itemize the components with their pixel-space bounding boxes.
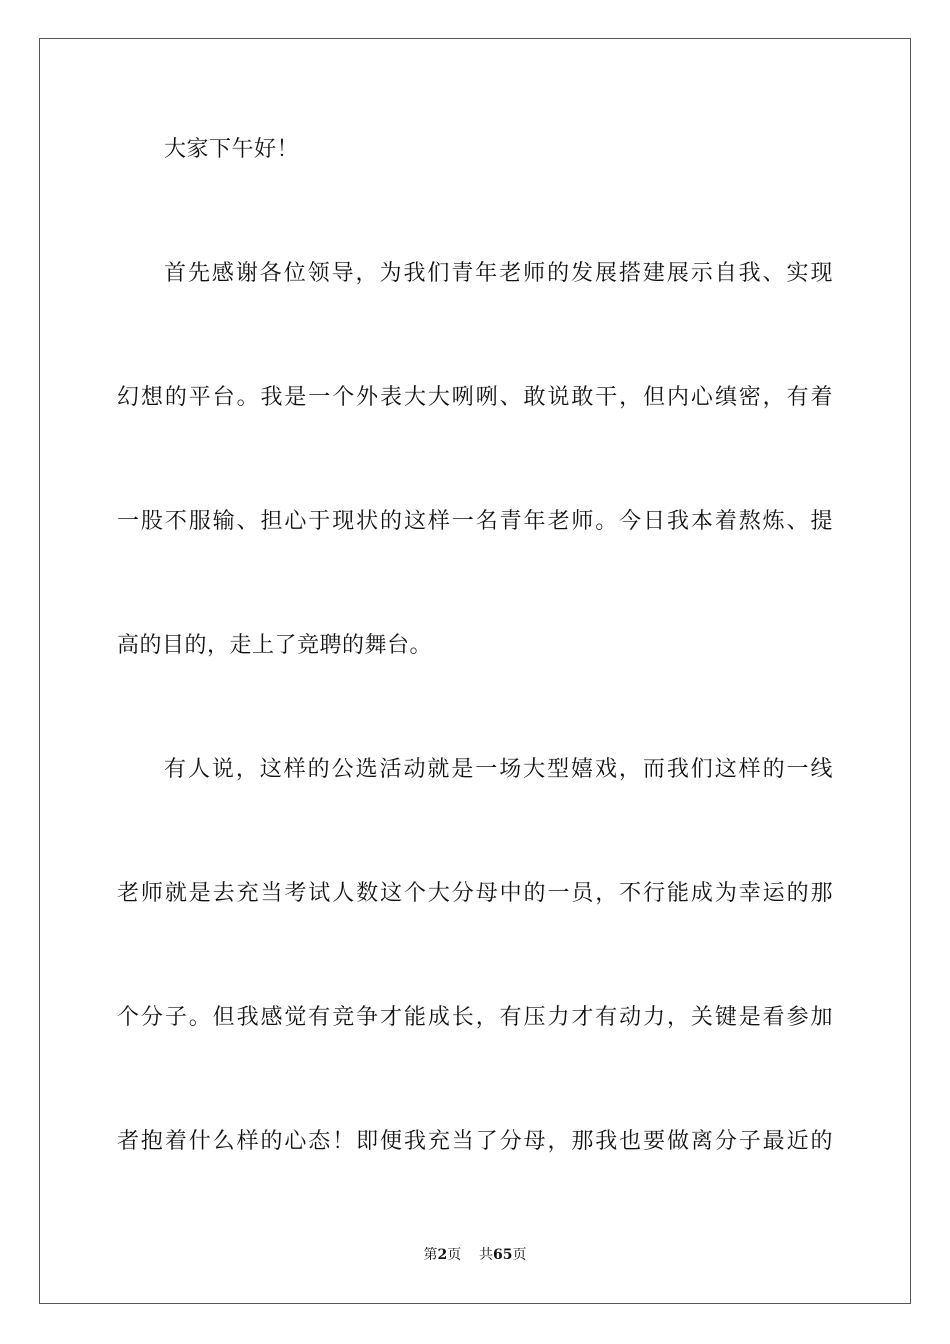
greeting-line: 大家下午好！ xyxy=(164,137,300,162)
total-label-prefix: 共 xyxy=(479,1247,494,1263)
page-frame xyxy=(39,38,911,1304)
paragraph-2-line-2: 老师就是去充当考试人数这个大分母中的一员，不行能成为幸运的那 xyxy=(117,881,833,906)
page-label-suffix: 页 xyxy=(447,1247,462,1263)
paragraph-2-line-1: 有人说，这样的公选活动就是一场大型嬉戏，而我们这样的一线 xyxy=(164,757,833,782)
total-label-suffix: 页 xyxy=(512,1247,527,1263)
current-page-number: 2 xyxy=(437,1247,448,1263)
page-label-prefix: 第 xyxy=(423,1247,438,1263)
paragraph-2-line-4: 者抱着什么样的心态！即便我充当了分母，那我也要做离分子最近的 xyxy=(117,1129,833,1154)
total-pages-number: 65 xyxy=(493,1247,513,1263)
paragraph-1-line-4: 高的目的，走上了竞聘的舞台。 xyxy=(117,633,433,658)
paragraph-1-line-3: 一股不服输、担心于现状的这样一名青年老师。今日我本着熬炼、提 xyxy=(117,509,833,534)
paragraph-2-line-3: 个分子。但我感觉有竞争才能成长，有压力才有动力，关键是看参加 xyxy=(117,1005,833,1030)
page-footer xyxy=(0,1246,950,1264)
paragraph-1-line-1: 首先感谢各位领导，为我们青年老师的发展搭建展示自我、实现 xyxy=(164,261,833,286)
paragraph-1-line-2: 幻想的平台。我是一个外表大大咧咧、敢说敢干，但内心缜密，有着 xyxy=(117,385,833,410)
